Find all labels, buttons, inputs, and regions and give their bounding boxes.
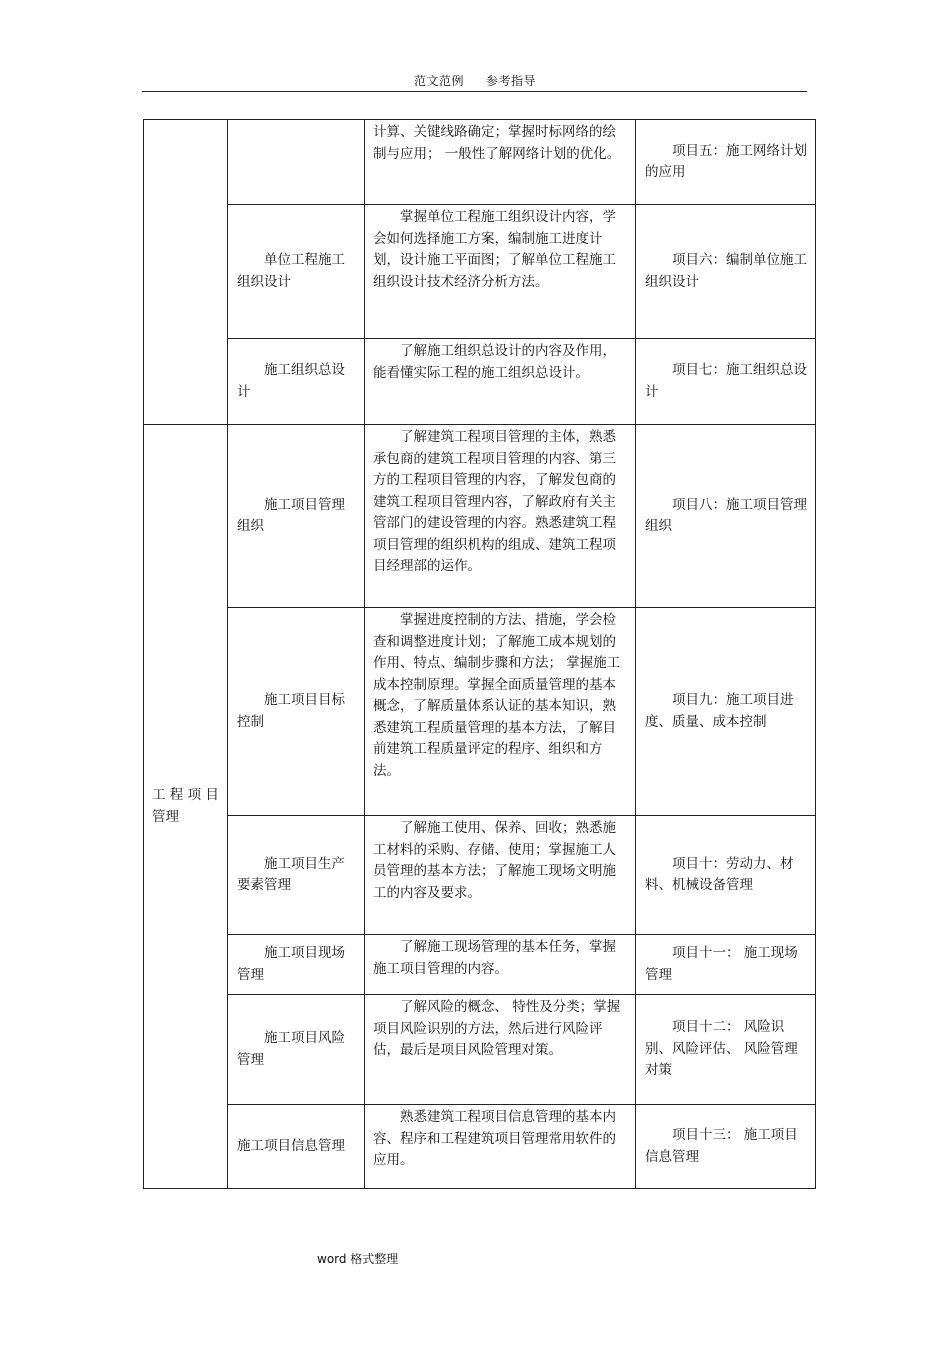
group-cell-construction-organization <box>144 120 228 425</box>
table-row <box>144 608 816 816</box>
project-cell <box>636 120 816 205</box>
description-text: 了解施工组织总设计的内容及作用，能看懂实际工程的施工组织总设计。 <box>373 343 616 381</box>
description-cell <box>365 425 636 608</box>
table-row <box>144 425 816 608</box>
project-label: 项目九：施工项目进度、质量、成本控制 <box>645 692 794 730</box>
description-text: 熟悉建筑工程项目信息管理的基本内容、程序和工程建筑项目管理常用软件的应用。 <box>373 1109 616 1168</box>
project-label: 项目十三： 施工项目信息管理 <box>645 1127 798 1165</box>
topic-cell <box>228 935 365 995</box>
header-left-text: 范文范例 <box>413 74 464 88</box>
page-footer: word 格式整理 <box>317 1252 399 1266</box>
table-row <box>144 120 816 205</box>
group-label: 工 程 项 目管理 <box>152 787 219 825</box>
topic-label: 单位工程施工组织设计 <box>237 252 345 290</box>
table-row <box>144 935 816 995</box>
project-cell <box>636 339 816 425</box>
description-cell <box>365 1105 636 1189</box>
table-row <box>144 205 816 339</box>
description-text: 计算、关键线路确定；掌握时标网络的绘制与应用； 一般性了解网络计划的优化。 <box>373 124 621 162</box>
topic-label: 施工项目现场管理 <box>237 945 345 983</box>
project-label: 项目十二： 风险识别、风险评估、 风险管理对策 <box>645 1019 798 1079</box>
topic-label: 施工项目风险管理 <box>237 1030 345 1068</box>
description-text: 了解建筑工程项目管理的主体，熟悉承包商的建筑工程项目管理的内容、第三方的工程项目管理的内容，了解发包商的建筑工程项目管理内容，了解政府有关主管部门的建设管理的内容。熟悉建筑工程项目管理的组织机构的组成、建筑工程项目经理部的运作。 <box>373 429 616 574</box>
description-cell <box>365 205 636 339</box>
topic-label: 施工项目管理组织 <box>237 496 345 534</box>
table-row <box>144 995 816 1105</box>
project-label: 项目八：施工项目管理组织 <box>645 496 807 534</box>
project-label: 项目十：劳动力、材料、机械设备管理 <box>645 855 794 893</box>
project-cell <box>636 995 816 1105</box>
topic-cell <box>228 120 365 205</box>
project-cell <box>636 608 816 816</box>
project-cell <box>636 816 816 935</box>
table-row <box>144 339 816 425</box>
course-content-table <box>143 119 816 1189</box>
topic-cell <box>228 425 365 608</box>
topic-label: 施工项目生产要素管理 <box>237 855 345 893</box>
topic-label: 施工项目目标控制 <box>237 692 345 730</box>
description-text: 了解风险的概念、 特性及分类；掌握项目风险识别的方法，然后进行风险评估，最后是项目风险管理对策。 <box>373 999 621 1058</box>
topic-cell <box>228 339 365 425</box>
table-row <box>144 1105 816 1189</box>
description-text: 了解施工现场管理的基本任务，掌握施工项目管理的内容。 <box>373 939 616 977</box>
description-text: 了解施工使用、保养、回收；熟悉施工材料的采购、存储、使用；掌握施工人员管理的基本方法；了解施工现场文明施工的内容及要求。 <box>373 820 616 901</box>
description-cell <box>365 816 636 935</box>
topic-cell <box>228 608 365 816</box>
project-cell <box>636 1105 816 1189</box>
group-cell-project-management <box>144 425 228 1189</box>
project-cell <box>636 205 816 339</box>
header-right-text: 参考指导 <box>486 74 537 88</box>
description-cell <box>365 995 636 1105</box>
project-label: 项目六：编制单位施工组织设计 <box>645 252 807 290</box>
header-divider <box>142 91 807 92</box>
project-cell <box>636 935 816 995</box>
project-label: 项目五：施工网络计划的应用 <box>645 142 807 180</box>
description-cell <box>365 935 636 995</box>
topic-label: 施工组织总设计 <box>237 362 345 400</box>
description-cell <box>365 120 636 205</box>
description-cell <box>365 339 636 425</box>
page-header <box>0 72 950 89</box>
topic-label: 施工项目信息管理 <box>237 1137 345 1154</box>
topic-cell <box>228 205 365 339</box>
topic-cell <box>228 1105 365 1189</box>
table-row <box>144 816 816 935</box>
project-cell <box>636 425 816 608</box>
topic-cell <box>228 995 365 1105</box>
description-text: 掌握进度控制的方法、措施，学会检查和调整进度计划；了解施工成本规划的作用、特点、编制步骤和方法； 掌握施工成本控制原理。掌握全面质量管理的基本概念，了解质量体系认证的基本知识，熟悉建筑工程质量管理的基本方法，了解目前建筑工程质量评定的程序、组织和方法。 <box>373 612 621 779</box>
description-cell <box>365 608 636 816</box>
description-text: 掌握单位工程施工组织设计内容，学会如何选择施工方案，编制施工进度计划，设计施工平面图；了解单位工程施工组织设计技术经济分析方法。 <box>373 209 616 290</box>
project-label: 项目七：施工组织总设计 <box>645 362 807 400</box>
project-label: 项目十一： 施工现场管理 <box>645 945 798 983</box>
topic-cell <box>228 816 365 935</box>
